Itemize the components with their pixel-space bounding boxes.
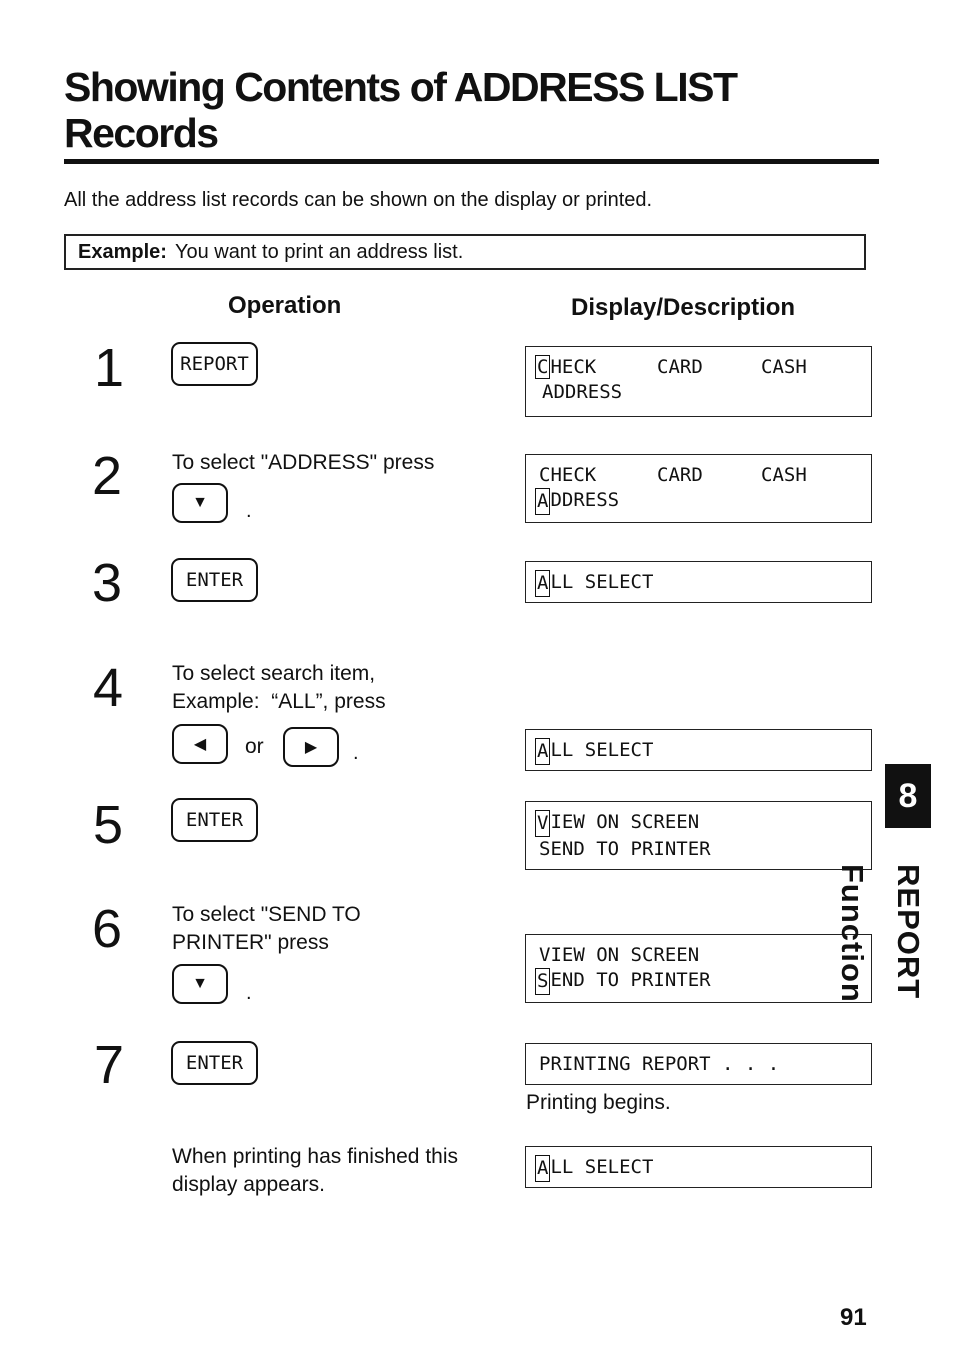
- page-number: 91: [840, 1304, 867, 1331]
- lcd-cursor: A: [535, 1155, 550, 1182]
- display-heading: Display/Description: [571, 294, 796, 321]
- lcd-cursor: C: [537, 356, 549, 378]
- enter-key: ENTER: [171, 1041, 258, 1085]
- lcd-cursor: A: [535, 738, 550, 765]
- display-4: [525, 729, 872, 771]
- example-text: You want to print an address list.: [174, 241, 464, 263]
- intro-text: All the address list records can be shown on the display or printed.: [64, 189, 653, 211]
- lcd-text: LL SELECT: [550, 739, 654, 761]
- lcd-text: IEW ON SCREEN: [550, 811, 700, 833]
- step-7-number: 7: [94, 1035, 125, 1095]
- title-rule: [64, 159, 879, 164]
- side-label: REPORT Function: [835, 864, 926, 1003]
- lcd-text: VIEW ON SCREEN: [539, 944, 700, 966]
- display-6: [525, 934, 872, 1003]
- lcd-text: CARD: [657, 464, 703, 486]
- display-5: [525, 801, 872, 870]
- title-line-2: Records: [64, 110, 218, 156]
- step-2-text: To select "ADDRESS" press: [172, 451, 435, 474]
- period: .: [246, 982, 252, 1004]
- lcd-text: CASH: [761, 464, 807, 486]
- lcd-text: LL SELECT: [550, 571, 654, 593]
- lcd-cursor: A: [535, 570, 550, 597]
- lcd-text: END TO PRINTER: [550, 969, 711, 991]
- lcd-text: CASH: [761, 356, 807, 378]
- step-1-number: 1: [94, 338, 125, 398]
- lcd-text: CARD: [657, 356, 703, 378]
- example-box: [64, 234, 866, 270]
- or-text: or: [245, 735, 264, 758]
- down-arrow-icon: ▼: [192, 975, 208, 992]
- right-arrow-icon: ▶: [304, 739, 318, 756]
- finish-text-1: When printing has finished this: [172, 1145, 458, 1168]
- step-4-text-2: Example: “ALL”, press: [172, 690, 386, 713]
- display-8: [525, 1146, 872, 1188]
- lcd-text: DDRESS: [550, 489, 620, 511]
- period: .: [246, 500, 252, 522]
- operation-heading: Operation: [228, 292, 342, 319]
- lcd-text: SEND TO PRINTER: [539, 838, 711, 860]
- display-7: [525, 1043, 872, 1085]
- lcd-cursor: V: [535, 810, 550, 837]
- display-1: [525, 346, 872, 417]
- lcd-text: PRINTING REPORT . . .: [539, 1053, 780, 1075]
- period: .: [353, 742, 359, 764]
- step-3-number: 3: [92, 553, 123, 613]
- lcd-text: HECK: [550, 356, 597, 378]
- left-arrow-icon: ◀: [193, 736, 207, 753]
- enter-key: ENTER: [171, 798, 258, 842]
- page-title: [64, 64, 864, 156]
- left-arrow-key: [172, 724, 228, 764]
- report-key: REPORT: [171, 342, 258, 386]
- step-2-number: 2: [92, 446, 123, 506]
- step-4-text-1: To select search item,: [172, 662, 376, 685]
- step-6-text-1: To select "SEND TO: [172, 903, 361, 926]
- down-arrow-icon: ▼: [192, 494, 208, 511]
- step-6-number: 6: [92, 899, 123, 959]
- enter-key: ENTER: [171, 558, 258, 602]
- step-4-number: 4: [93, 658, 124, 718]
- chapter-tab: 8: [885, 764, 931, 828]
- display-3: [525, 561, 872, 603]
- down-arrow-key: [172, 964, 228, 1004]
- down-arrow-key: [172, 483, 228, 523]
- step-6-text-2: PRINTER" press: [172, 931, 329, 954]
- example-label: Example:: [78, 241, 167, 263]
- lcd-text: ADDRESS: [542, 381, 623, 403]
- lcd-text: CHECK: [539, 464, 597, 486]
- lcd-cursor: A: [535, 488, 550, 515]
- step-5-number: 5: [93, 795, 124, 855]
- lcd-cursor: S: [535, 968, 550, 995]
- right-arrow-key: [283, 727, 339, 767]
- display-2: [525, 454, 872, 523]
- finish-text-2: display appears.: [172, 1173, 325, 1196]
- lcd-text: LL SELECT: [550, 1156, 654, 1178]
- printing-begins-text: Printing begins.: [526, 1091, 671, 1114]
- title-line-1: Showing Contents of ADDRESS LIST: [64, 64, 737, 110]
